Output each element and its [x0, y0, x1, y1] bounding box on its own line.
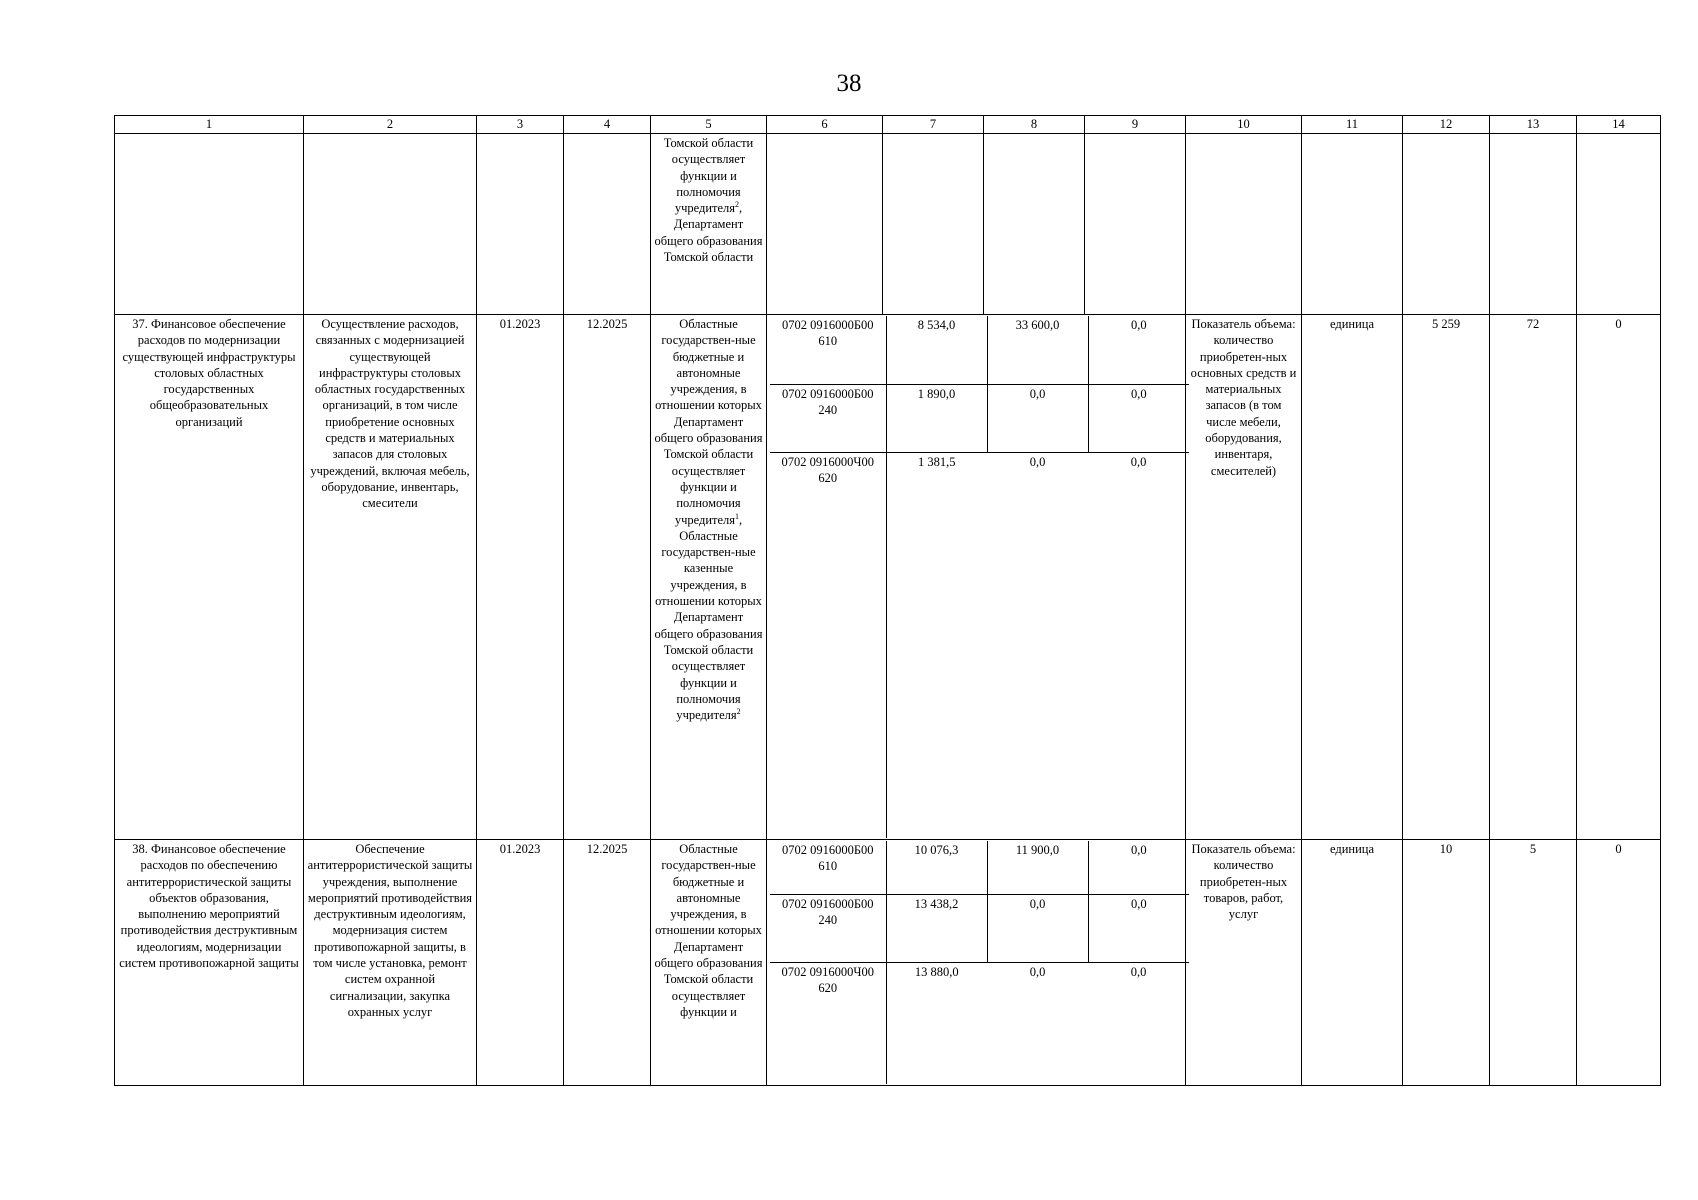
- column-header: 13: [1490, 116, 1577, 134]
- funding-row: [770, 316, 1189, 384]
- funding-subtable: [767, 840, 1186, 1086]
- funding-row: [770, 841, 1189, 894]
- executor-cell: Областные государствен-ные бюджетные и автономные учреждения, в отношении которых Департамент общего образования Томской области осуществляет функции и полномочия учредителя$^1$, Областные государствен-ные казенные учреждения, в отношении которых Департамент общего образования Томской области осуществляет функции и полномочия учредителя$^2$: [651, 315, 767, 840]
- amount-cell: 11 900,0: [987, 841, 1088, 894]
- amount-cell: 0,0: [1088, 316, 1189, 384]
- budget-code-cell: 0702 0916000Б00 240: [770, 894, 886, 962]
- indicator-cell: Показатель объема: количество приобретен-ных основных средств и материальных запасов (в том числе мебели, оборудования, инвентаря, смесителей): [1186, 315, 1302, 840]
- value-cell: 0: [1577, 315, 1661, 840]
- end-date-cell: 12.2025: [564, 840, 651, 1086]
- page-number: 38: [836, 70, 862, 97]
- column-header: 11: [1302, 116, 1403, 134]
- start-date-cell: 01.2023: [477, 315, 564, 840]
- funding-row: [770, 384, 1189, 452]
- amount-cell: 0,0: [987, 452, 1088, 838]
- amount-cell: 13 438,2: [886, 894, 987, 962]
- value-cell: 10: [1403, 840, 1490, 1086]
- budget-code-cell: 0702 0916000Ч00 620: [770, 452, 886, 838]
- value-cell: 72: [1490, 315, 1577, 840]
- column-header: 5: [651, 116, 767, 134]
- value-cell: 0: [1577, 840, 1661, 1086]
- column-number-header: [115, 116, 1661, 134]
- column-header: 14: [1577, 116, 1661, 134]
- activity-description-cell: Осуществление расходов, связанных с модернизацией существующей инфраструктуры столовых областных государственных организаций, в том числе приобретение основных средств и материальных запасов для столовых учреждений, включая мебель, оборудование, инвентарь, смесители: [304, 315, 477, 840]
- amount-cell: 0,0: [1088, 452, 1189, 838]
- unit-cell: единица: [1302, 840, 1403, 1086]
- column-header: 8: [984, 116, 1085, 134]
- value-cell: 5 259: [1403, 315, 1490, 840]
- column-header: 7: [883, 116, 984, 134]
- amount-cell: 0,0: [987, 894, 1088, 962]
- amount-cell: 13 880,0: [886, 962, 987, 1084]
- amount-cell: 0,0: [1088, 841, 1189, 894]
- column-header: 4: [564, 116, 651, 134]
- amount-cell: 0,0: [987, 384, 1088, 452]
- column-header: 1: [115, 116, 304, 134]
- activity-description-cell: Обеспечение антитеррористической защиты учреждения, выполнение мероприятий противодействия деструктивным идеологиям, модернизация систем противопожарной защиты, в том числе установка, ремонт систем охранной сигнализации, закупка охранных услуг: [304, 840, 477, 1086]
- table-row-38: [115, 840, 1661, 1086]
- activity-name-cell: 38. Финансовое обеспечение расходов по обеспечению антитеррористической защиты объектов образования, выполнению мероприятий противодействия деструктивным идеологиям, модернизации систем противопожарной защиты: [115, 840, 304, 1086]
- budget-code-cell: 0702 0916000Б00 610: [770, 316, 886, 384]
- amount-cell: 1 381,5: [886, 452, 987, 838]
- end-date-cell: 12.2025: [564, 315, 651, 840]
- funding-subtable: [767, 315, 1186, 840]
- indicator-cell: Показатель объема: количество приобретен-ных товаров, работ, услуг: [1186, 840, 1302, 1086]
- funding-row: [770, 452, 1189, 838]
- funding-row: [770, 962, 1189, 1084]
- budget-code-cell: 0702 0916000Ч00 620: [770, 962, 886, 1084]
- start-date-cell: 01.2023: [477, 840, 564, 1086]
- column-header: 2: [304, 116, 477, 134]
- table-row-37: [115, 315, 1661, 840]
- amount-cell: 8 534,0: [886, 316, 987, 384]
- unit-cell: единица: [1302, 315, 1403, 840]
- amount-cell: 33 600,0: [987, 316, 1088, 384]
- value-cell: 5: [1490, 840, 1577, 1086]
- column-header: 12: [1403, 116, 1490, 134]
- amount-cell: 1 890,0: [886, 384, 987, 452]
- funding-row: [770, 894, 1189, 962]
- column-header: 6: [767, 116, 883, 134]
- amount-cell: 0,0: [1088, 962, 1189, 1084]
- column-header: 9: [1085, 116, 1186, 134]
- executor-cell: Областные государствен-ные бюджетные и автономные учреждения, в отношении которых Департамент общего образования Томской области осуществляет функции и: [651, 840, 767, 1086]
- amount-cell: 0,0: [987, 962, 1088, 1084]
- amount-cell: 0,0: [1088, 384, 1189, 452]
- amount-cell: 10 076,3: [886, 841, 987, 894]
- activity-name-cell: 37. Финансовое обеспечение расходов по модернизации существующей инфраструктуры столовых областных государственных общеобразовательных организаций: [115, 315, 304, 840]
- program-activities-table: [114, 115, 1661, 1086]
- budget-code-cell: 0702 0916000Б00 610: [770, 841, 886, 894]
- budget-code-cell: 0702 0916000Б00 240: [770, 384, 886, 452]
- executor-cell: Томской области осуществляет функции и полномочия учредителя$^2$, Департамент общего образования Томской области: [651, 134, 767, 315]
- column-header: 10: [1186, 116, 1302, 134]
- amount-cell: 0,0: [1088, 894, 1189, 962]
- column-header: 3: [477, 116, 564, 134]
- table-row-continuation: [115, 134, 1661, 315]
